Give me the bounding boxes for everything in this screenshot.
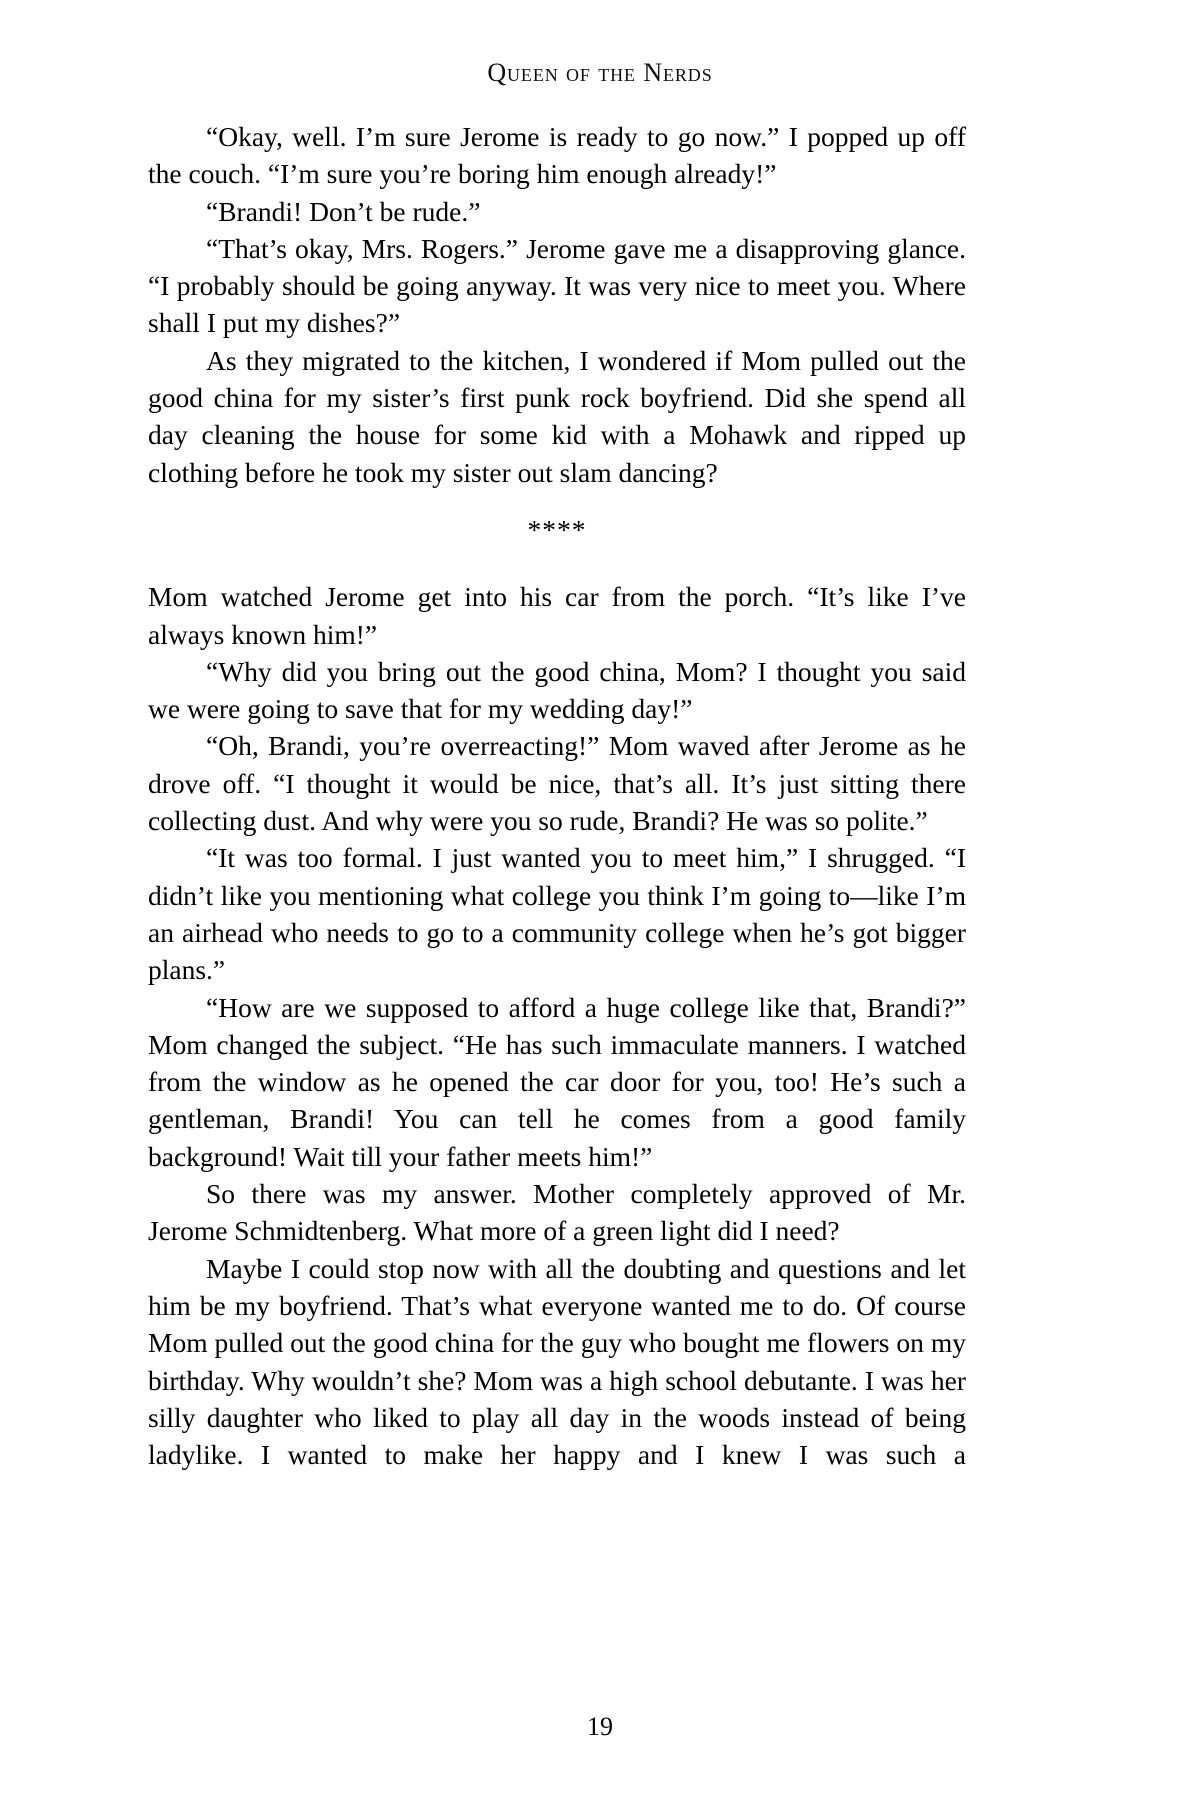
- paragraph: “That’s okay, Mrs. Rogers.” Jerome gave me a disapproving glance. “I probably should be going anyway. It was very nice to meet you. Where shall I put my dishes?”: [148, 232, 966, 339]
- paragraph: Mom watched Jerome get into his car from the porch. “It’s like I’ve always known him!”: [148, 581, 966, 650]
- paragraph: Maybe I could stop now with all the doubting and questions and let him be my boyfriend. That’s what everyone wanted me to do. Of course Mom pulled out the good china for the guy who bought me flowers on my birthday. Why wouldn’t she? Mom was a high school debutante. I was her silly daughter who liked to play all day in the woods instead of being ladylike. I wanted to make her happy and I knew I was such a: [148, 1252, 966, 1471]
- running-head: Queen of the Nerds: [487, 58, 713, 87]
- scene-break-separator: ****: [527, 513, 587, 545]
- paragraph: “It was too formal. I just wanted you to meet him,” I shrugged. “I didn’t like you mentioning what college you think I’m going to—like I’m an airhead who needs to go to a community college when he’s got bigger plans.”: [148, 842, 966, 986]
- scene-break-spacer: [148, 570, 966, 578]
- paragraph: “Oh, Brandi, you’re overreacting!” Mom waved after Jerome as he drove off. “I thought it would be nice, that’s all. It’s just sitting there collecting dust. And why were you so rude, Brandi? He was so polite.”: [148, 730, 966, 837]
- paragraph: “Why did you bring out the good china, Mom? I thought you said we were going to save that for my wedding day!”: [148, 655, 966, 725]
- paragraph: “Okay, well. I’m sure Jerome is ready to go now.” I popped up off the couch. “I’m sure you’re boring him enough already!”: [148, 121, 966, 190]
- paragraph: “How are we supposed to afford a huge college like that, Brandi?” Mom changed the subject. “He has such immaculate manners. I watched from the window as he opened the car door for you, too! He’s such a gentleman, Brandi! You can tell he comes from a good family background! Wait till your father meets him!”: [148, 991, 966, 1172]
- body-text-block: [148, 118, 966, 1511]
- page-number: 19: [587, 1712, 613, 1741]
- paragraph: So there was my answer. Mother completely approved of Mr. Jerome Schmidtenberg. What more of a green light did I need?: [148, 1178, 966, 1247]
- paragraph: “Brandi! Don’t be rude.”: [206, 195, 481, 227]
- paragraph: As they migrated to the kitchen, I wondered if Mom pulled out the good china for my sister’s first punk rock boyfriend. Did she spend all day cleaning the house for some kid with a Mohawk and ripped up clothing before he took my sister out slam dancing?: [148, 344, 966, 488]
